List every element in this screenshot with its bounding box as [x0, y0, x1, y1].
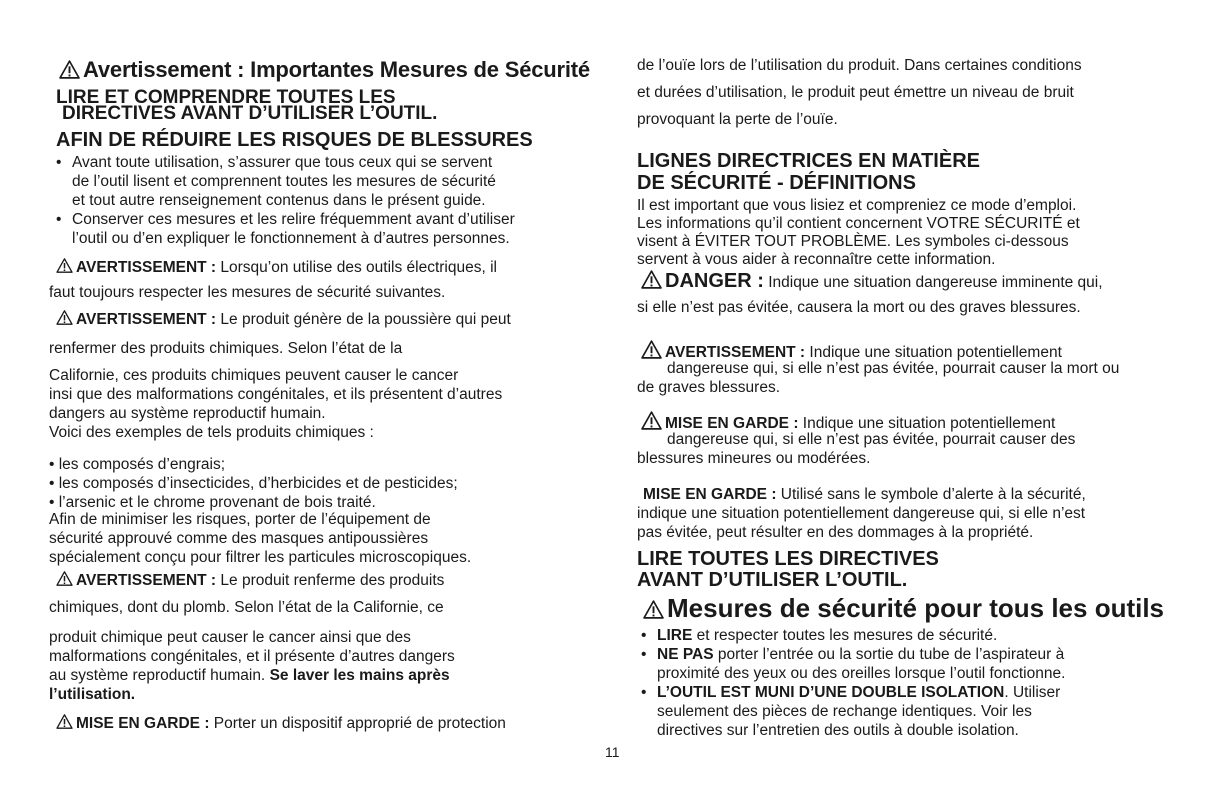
caution-definition: MISE EN GARDE : Indique une situation potentiellement — [641, 411, 1055, 433]
warning-definition: AVERTISSEMENT : Indique une situation potentiellement — [641, 340, 1062, 362]
tools-safety-title: Mesures de sécurité pour tous les outils — [643, 593, 1164, 624]
caution-hearing: MISE EN GARDE : Porter un dispositif approprié de protection — [56, 714, 506, 733]
signal-words-heading: LIGNES DIRECTRICES EN MATIÈRE DE SÉCURITÉ - DÉFINITIONS — [637, 150, 980, 194]
caution-no-symbol: MISE EN GARDE : Utilisé sans le symbole d’alerte à la sécurité, indique une situation potentiellement dangereuse qui, si elle n’est pas évitée, peut résulter en des dommages à la propriété. — [637, 486, 1086, 541]
bullet-2: • Conserver ces mesures et les relire fréquemment avant d’utiliser l’outil ou d’en expliquer le fonctionnement à d’autres personnes. — [56, 211, 515, 247]
warning-2: AVERTISSEMENT : Le produit génère de la poussière qui peut — [56, 310, 511, 329]
minimize-risk-text: Afin de minimiser les risques, porter de l’équipement de sécurité approuvé comme des masques antipoussières spécialement conçu pour filtrer les particules microscopiques. — [49, 511, 472, 566]
page-number: 11 — [605, 744, 620, 760]
signal-words-intro: Il est important que vous lisiez et compreniez ce mode d’emploi. Les informations qu’il contient concernent VOTRE SÉCURITÉ et visent à ÉVITER TOUT PROBLÈME. Les symboles ci-dessous servent à vous aider à reconnaître cette information. — [637, 197, 1080, 268]
warning-definition-body: dangereuse qui, si elle n’est pas évitée, pourrait causer la mort ou de graves blessures. — [637, 360, 1120, 396]
warning-icon — [643, 600, 664, 619]
warning-3-body: produit chimique peut causer le cancer ainsi que des malformations congénitales, et il présente d’autres dangers au système reproductif humain. Se laver les mains après l’utilisation. — [49, 629, 455, 703]
warning-icon — [56, 571, 73, 586]
danger-definition: DANGER : Indique une situation dangereuse imminente qui, — [641, 270, 1103, 292]
warning-3-line2: chimiques, dont du plomb. Selon l’état de la Californie, ce — [49, 599, 444, 616]
warning-1-line2: faut toujours respecter les mesures de sécurité suivantes. — [49, 284, 446, 301]
warning-icon — [56, 310, 73, 325]
bullet-1: • Avant toute utilisation, s’assurer que tous ceux qui se servent de l’outil lisent et comprennent toutes les mesures de sécurité et tout autre renseignement contenus dans le présent guide. — [56, 154, 496, 209]
tools-bullet-3: • L’OUTIL EST MUNI D’UNE DOUBLE ISOLATION. Utiliser seulement des pièces de rechange identiques. Voir les directives sur l’entretien des outils à double isolation. — [641, 684, 1061, 739]
warning-1: AVERTISSEMENT : Lorsqu’on utilise des outils électriques, il — [56, 258, 497, 277]
warning-icon — [59, 60, 80, 79]
read-heading-line1: LIRE ET COMPRENDRE TOUTES LES — [56, 87, 396, 108]
warning-icon — [56, 258, 73, 273]
hearing-continued: de l’ouïe lors de l’utilisation du produit. Dans certaines conditions et durées d’utilisation, le produit peut émettre un niveau de bruit provoquant la perte de l’ouïe. — [637, 57, 1082, 128]
warning-icon — [641, 270, 662, 289]
warning-3: AVERTISSEMENT : Le produit renferme des produits — [56, 571, 444, 590]
danger-definition-line2: si elle n’est pas évitée, causera la mort ou des graves blessures. — [637, 299, 1081, 316]
read-all-directives-heading: LIRE TOUTES LES DIRECTIVES AVANT D’UTILISER L’OUTIL. — [637, 548, 939, 591]
safety-title: Avertissement : Importantes Mesures de Sécurité — [59, 57, 590, 83]
reduce-risk-heading: AFIN DE RÉDUIRE LES RISQUES DE BLESSURES — [56, 129, 533, 151]
chemical-list: • les composés d’engrais; • les composés d’insecticides, d’herbicides et de pesticides; • l’arsenic et le chrome provenant de bois traité. — [49, 456, 458, 511]
warning-2-line2: renfermer des produits chimiques. Selon l’état de la — [49, 340, 403, 357]
caution-definition-body: dangereuse qui, si elle n’est pas évitée, pourrait causer des blessures mineures ou modérées. — [637, 431, 1076, 467]
warning-icon — [56, 714, 73, 729]
warning-icon — [641, 340, 662, 359]
read-heading-line2: DIRECTIVES AVANT D’UTILISER L’OUTIL. — [62, 103, 438, 124]
warning-2-body: Californie, ces produits chimiques peuvent causer le cancer insi que des malformations congénitales, et ils présentent d’autres dangers au système reproductif humain. Voici des exemples de tels produits chimiques : — [49, 367, 503, 441]
tools-bullet-2: • NE PAS porter l’entrée ou la sortie du tube de l’aspirateur à proximité des yeux ou des oreilles lorsque l’outil fonctionne. — [641, 646, 1066, 682]
tools-bullet-1: • LIRE et respecter toutes les mesures de sécurité. — [641, 627, 998, 644]
warning-icon — [641, 411, 662, 430]
